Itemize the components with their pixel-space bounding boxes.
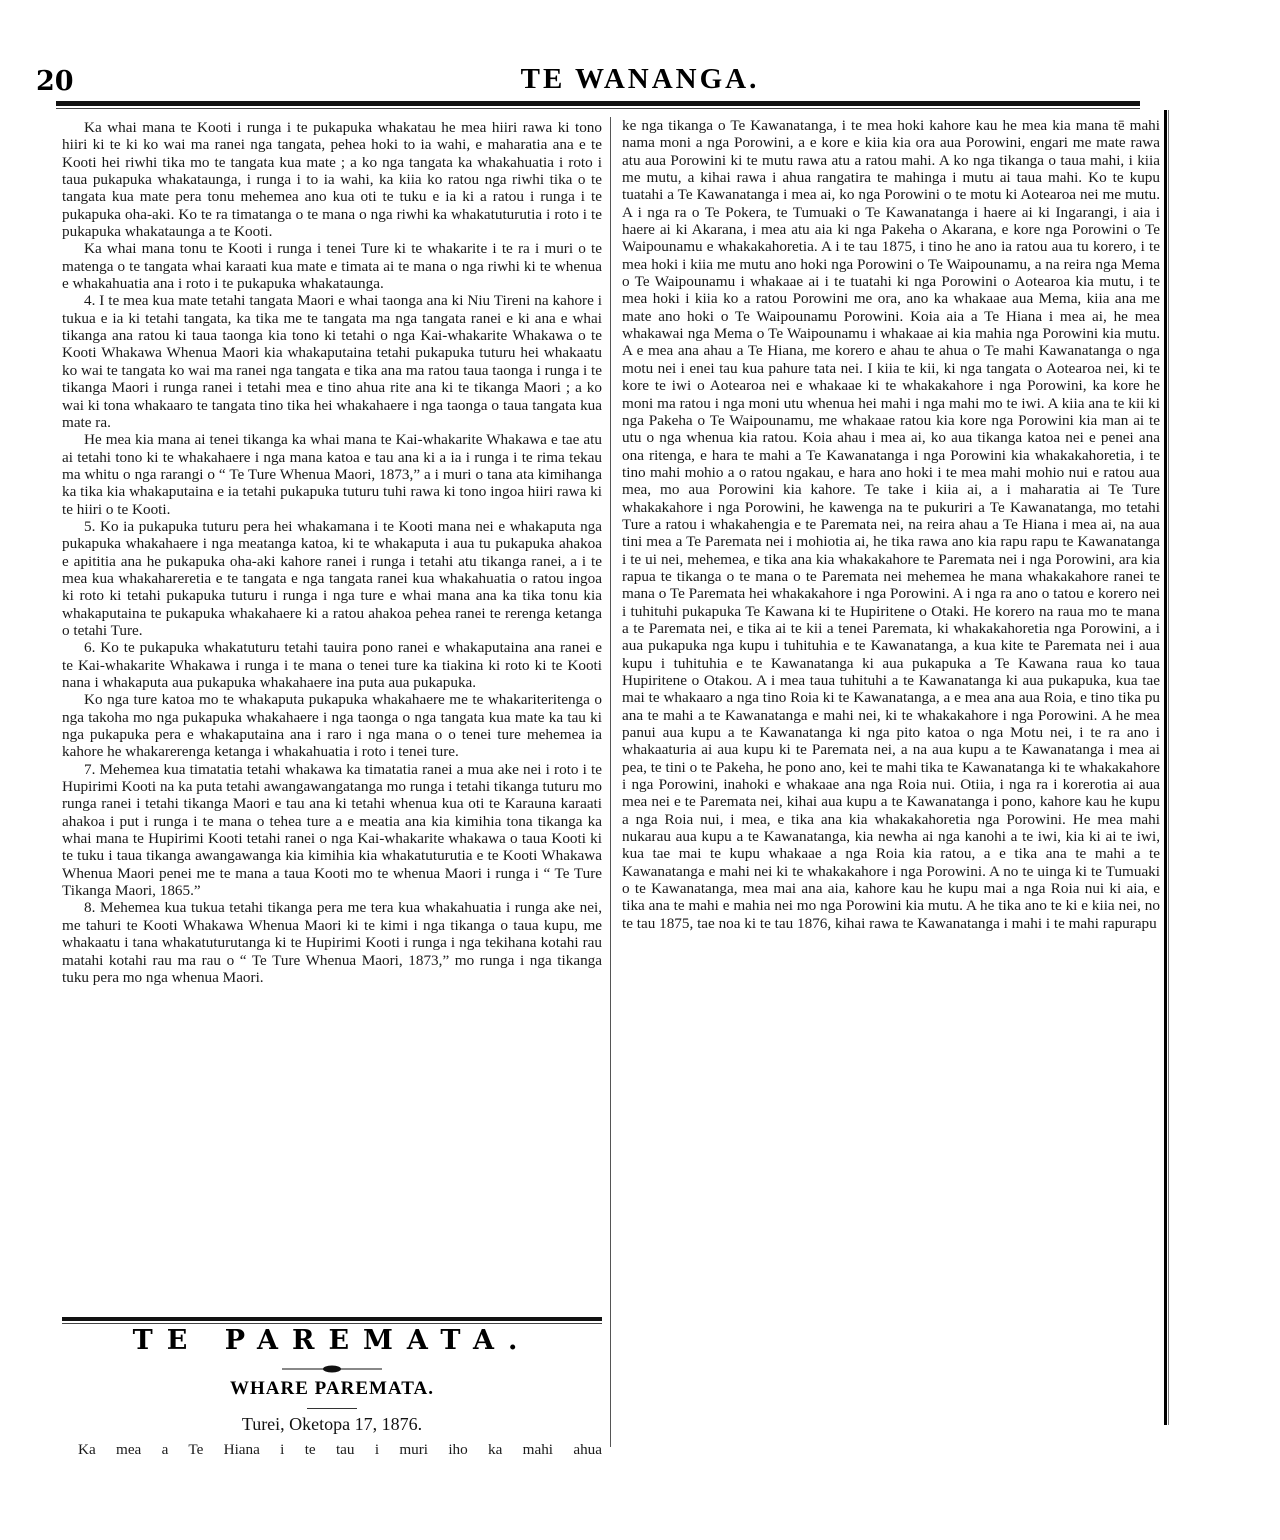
short-rule: [307, 1408, 357, 1409]
section-subtitle: WHARE PAREMATA.: [230, 1378, 434, 1399]
left-column: [62, 119, 602, 986]
column-divider: [610, 117, 611, 1447]
dateline: Turei, Oketopa 17, 1876.: [241, 1414, 423, 1434]
opening-line: Ka mea a Te Hiana i te tau i muri iho ka mahi ahua: [78, 1441, 602, 1458]
paragraph: He mea kia mana ai tenei tikanga ka whai mana te Kai-whakarite Whakawa e tae atu ai tetahi tono ki te whakahaere i nga mana katoa e tau ana ki a ia i runga i te rima tekau ma whitu o nga rarangi o “ Te Ture Whenua Maori, 1873,” a i muri o tana ata kimihanga ka tika kia whakaputaina e ia tetahi pukapuka tuturu tuhi rawa ki tono ingoa hiiri rawa ki te hiiri o te Kooti.: [62, 431, 602, 518]
paragraph: 7. Mehemea kua timatatia tetahi whakawa ka timatatia ranei a mua ake nei i roto i te Hupirimi Kooti na ka puta tetahi awangawangatanga mo runga i tetahi tikanga tuturu mo runga ranei i tetahi tikanga Maori e tau ana ki tetahi whenua kua oti te Karauna karaati ahakoa i put i runga i te mana o tehea ture a e meatia ana kia kimihia tona tikanga ka whai mana te Hupirimi Kooti tetahi ranei o nga Kai-whakarite whakawa o taua Kooti ki te tuku i taua tikanga awangawanga kia kimihia kia whakatuturutia e te Kooti Whakawa Whenua Maori penei me te mana a taua Kooti mo te whenua Maori i runga i “ Te Ture Tikanga Maori, 1865.”: [62, 760, 602, 900]
paragraph: ke nga tikanga o Te Kawanatanga, i te mea hoki kahore kau he mea kia mana tē mahi nama moni a nga Porowini, a e kore e kiia kia ora aua Porowini, engari me mate rawa atu aua Porowini ki te mutu rawa atu a ratou mahi. A ko nga tikanga o taua mahi, i kiia me mutu, a kihai rawa i ahua rangatira te mahinga i mutu ai taua mahi. Ko te kupu tuatahi a Te Kawanatanga i mea ai, ko nga Porowini o te motu ki Aotearoa nei me mutu. A i nga ra o Te Pokera, te Tumuaki o Te Kawanatanga i haere ai ki Ingarangi, i aia i haere ai ki Akarana, i mea atu aia ki nga Pakeha o Akarana, e kore nga Porowini o Te Waipounamu e whakakahoretia. A i te tau 1875, i tino he ano ia ratou aua tu korero, i te mea hoki i kiia me mutu ano hoki nga Porowini o Te Waipounamu, a na reira nga Mema o Te Waipounamu i whakaae ai i te tuatahi ki nga Porowini o Aotearoa kia mutu, i te mea hoki i kiia ko a ratou Porowini me ora, ano ka whakaae aua Mema, kiia ana me mate ano hoki o Te Waipounamu Porowini. Koia aia a Te Hiana i mea ai, he mea whakawai nga Mema o Te Waipounamu i whakaae ai kia mahia nga Porowini kia mutu. A e mea ana ahau a Te Hiana, me korero e ahau te ahua o Te mahi Kawanatanga o nga motu nei i enei tau kua pahure tata nei. I kiia te kii, ki nga tangata o Aotearoa nei, ki te kore te iwi o Aotearoa nei e whakaae ki te whakakahore i nga Porowini, ka kore he moni ma ratou i nga moni utu whenua hei mahi i nga mahi mo te iwi. A kiia ana te kii ki nga Pakeha o Te Waipounamu, me whakaae ratou kia kore nga Porowini kia man ai te utu o nga whenua kia ratou. Koia ahau i mea ai, ko aua tikanga katoa nei e penei ana ona ritenga, e hara te mahi a Te Kawanatanga i nga Porowini kia whakakahoretia, i te tino mahi mohio a o ratou ngakau, e hara ano hoki i te mea mahi mohio nui e ratou aua mea, mo aua Porowini kia kahore. Te take i kiia ai, a i maharatia ai Te Ture whakakahore i nga Porowini, he kawenga na te pukuriri a Te Kawanatanga, mo tetahi Ture a ratou i whakahengia e te Paremata nei, na reira ahau a Te Hiana i mea ai, na aua tini mea a Te Paremata nei i mohiotia ai, he tika rawa ano kia rapu rapu te Kawanatanga i te ui nei, mehemea, e tika ana kia whakakahore te Paremata nei i nga Porowini, ara kia rapua te tikanga o te mana o te Paremata nei mehemea he mana whakakahore ranei te mana o Te Paremata hei whakakahore i nga Porowini. A i nga ra ano o tatou e korero nei i tuhituhi pukapuka Te Kawana ki te Hupiritene o Otaki. He korero na raua mo te mana a te Paremata nei, e tika ai te kii a tenei Paremata, ki whakakahoretia nga Porowini, a i aua pukapuka nga kupu i tuhituhia e te Kawanatanga, a kua kite te Paremata nei i aua kupu i tuhituhia e te Kawanatanga ki aua pukapuka a Te Kawana raua ko taua Hupiritene o Otakou. A i mea taua tuhituhi a te Kawanatanga ki aua pukapuka, kua tae mai te whakaaro a nga tino Roia ki te Kawanatanga, a e mea ana aua Roia, e tino tika pu ana te mahi a te Kawanatanga e mahi nei, ki te whakakahore i nga Porowini. A he mea panui aua kupu a te Kawanatanga ki nga pito katoa o nga Motu nei, i te ra ano i whakaaturia ai aua kupu ki te Paremata nei, a na aua kupu a te Kawanatanga i mea ai pea, te tini o te Pakeha, he pono ano, kei te mahi tika te Kawanatanga ki te whakakahore i nga Porowini, inahoki e whakaae ana nga Roia nui. Otiia, i nga ra i korerotia ai aua mea nei e te Paremata nei, kihai aua kupu a te Kawanatanga i pono, kahore kau he kupu a nga Roia nui, i mea, e tika ana kia whakakahoretia nga Porowini. He mea mahi nukarau aua kupu a te Kawanatanga, kia newha ai nga kanohi a te iwi, kia ki ai te iwi, kua tae mai te kupu whakaae a nga Roia kia ratou, a e tika ana te mahi a te Kawanatanga e mahi nei ki te whakakahore i nga Porowini. A no te uinga ki te Tumuaki o te Kawanatanga, mea mai ana aia, kahore kau he kupu mai a nga Roia nui ki aia, e tika ana te mahi e mahia nei mo nga Porowini kia mutu. A he tika ano te ki e kiia nei, no te tau 1875, tae noa ki te tau 1876, kihai rawa te Kawanatanga i mahi i te mahi rapurapu: [622, 117, 1160, 932]
paragraph: 4. I te mea kua mate tetahi tangata Maori e whai taonga ana ki Niu Tireni na kahore i tukua e ia ki tetahi tangata, ka tika me te tangata ma nga tangata ranei e ki ana e whai tikanga ana ratou ki taua taonga kia tono ki tetahi o nga Kai-whakarite Whakawa o te Kooti Whakawa Whenua Maori kia whakaputaina tetahi pukapuka tuturu hei whakaatu ko wai te tangata ko wai ma ranei nga tangata e tika ana ma ratou taua taonga i runga i te tikanga Maori i runga ranei i tetahi mea e tino ahua rite ana ki te tikanga Maori ; a ko wai ki tona whakaaro te tangata tino tika hei whakahaere i nga taonga o taua tangata kua mate ra.: [62, 292, 602, 431]
header-rule-thin: [56, 108, 1140, 109]
paragraph: 5. Ko ia pukapuka tuturu pera hei whakamana i te Kooti mana nei e whakaputa nga pukapuka whakahaere i nga meatanga katoa, ki te whakaputa i aua tu pukapuka ahakoa e apititia ana he pukapuka oha-aki kahore ranei i runga i tetahi atu tikanga ranei, a i te mea kua whakahareretia e te tangata e nga tangata ranei kua whakahuatia o ratou ingoa ki roto ki tetahi pukapuka tuturu i runga i nga ture e whai mana ana ka tika tonu kia whakaputaina te pukapuka whakahaere ki a ratou ahakoa pehea ranei te rerenga ketanga o tetahi Ture.: [62, 517, 602, 639]
paragraph: Ko nga ture katoa mo te whakaputa pukapuka whakahaere me te whakariteritenga o nga takoha mo nga pukapuka whakahaere i nga taonga o nga tangata kua mate ka tau ki nga pukapuka pera e whakaputaina ana i raro i nga mana o o tenei ture mehemea ia kahore he whakarerenga ketanga i whakahuatia i roto i tenei ture.: [62, 691, 602, 761]
paragraph: 8. Mehemea kua tukua tetahi tikanga pera me tera kua whakahuatia i runga ake nei, me tahuri te Kooti Whakawa Whenua Maori ki te kimi i nga tikanga o taua kupu, me whakaatu i tana whakatuturutanga ki te Hupirimi Kooti i runga i nga tekihana kotahi rau matahi kotahi rau ma rau o “ Te Ture Whenua Maori, 1873,” mo runga i nga tikanga tuku pera mo nga whenua Maori.: [62, 899, 602, 986]
masthead-title: TE WANANGA.: [520, 63, 760, 95]
ornament-divider-icon: [282, 1364, 382, 1374]
section-rule-thin: [62, 1323, 602, 1324]
right-column: [622, 117, 1160, 932]
header-rule: [56, 101, 1140, 106]
margin-bracket-thin: [1168, 110, 1169, 1425]
paragraph: Ka whai mana te Kooti i runga i te pukapuka whakatau he mea hiiri rawa ki tono hiiri ki te ki ko wai ma ranei nga tangata, pehea hoki to ia wahi, e maharatia ana e te Kooti hei riwhi tika mo te tangata kua mate ; a ko nga tangata ka whakahuatia i roto i taua pukapuka whakataunga, i runga i to ia wahi, ka kiia ko ratou nga riwhi tika o te tangata kua mate pera tonu mehemea ano kua oti te tuku e ia ki a ratou i runga i te pukapuka oha-aki. Ko te ra timatanga o te mana o nga riwhi ka whakatuturutia i roto i te pukapuka whakataunga a te Kooti.: [62, 119, 602, 241]
paragraph: Ka whai mana tonu te Kooti i runga i tenei Ture ki te whakarite i te ra i muri o te matenga o te tangata whai karaati kua mate e timata ai te mana o nga riwhi ki te whenua e whakahuatia ana i roto i te pukapuka whakataunga.: [62, 240, 602, 293]
page-number: 20: [36, 66, 74, 97]
paragraph: 6. Ko te pukapuka whakatuturu tetahi tauira pono ranei e whakaputaina ana ranei e te Kai-whakarite Whakawa i runga i te mana o tenei ture ka tiakina ki roto ki te Kooti nana i whakaputa aua pukapuka whakahaere ina puta aua pukapuka.: [62, 639, 602, 691]
section-title: TE PAREMATA.: [132, 1325, 532, 1356]
section-rule: [62, 1317, 602, 1321]
margin-bracket: [1164, 110, 1167, 1425]
